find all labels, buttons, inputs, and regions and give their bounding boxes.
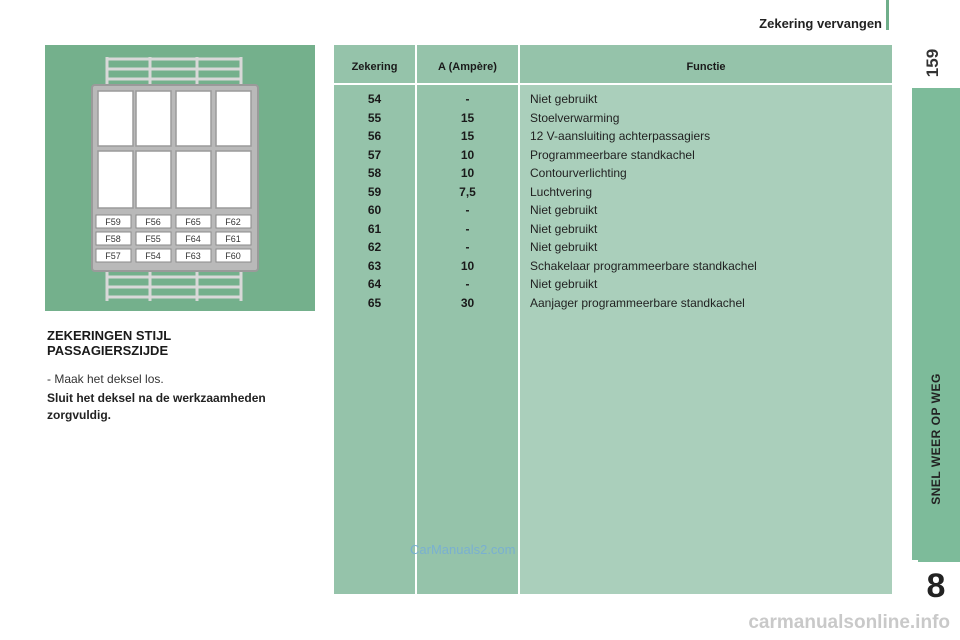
header-ampere: A (Ampère) (438, 61, 497, 73)
cell-ampere: 10 (460, 147, 475, 162)
cell-ampere: - (465, 203, 470, 217)
table-row (334, 127, 892, 146)
instruction-text: - Maak het deksel los. (47, 372, 164, 386)
cell-function: 12 V-aansluiting achterpassagiers (530, 129, 711, 143)
fuse-table (334, 45, 892, 594)
cell-function: Contourverlichting (530, 166, 627, 180)
table-row (334, 109, 892, 128)
table-row (334, 164, 892, 183)
cell-fuse: 65 (367, 295, 382, 310)
table-row (334, 220, 892, 239)
cell-function: Luchtvering (530, 184, 593, 199)
chapter-number: 8 (926, 567, 946, 605)
cell-function: Niet gebruikt (530, 92, 598, 106)
table-body (334, 90, 892, 312)
cell-ampere: 10 (460, 166, 475, 180)
table-row (334, 90, 892, 109)
page-number: 159 (923, 48, 942, 78)
chapter-title: SNEL WEER OP WEG (929, 373, 943, 505)
cell-fuse: 62 (367, 240, 382, 254)
cell-ampere: 7,5 (459, 184, 476, 199)
note-text: Sluit het deksel na de werkzaamheden zorgvuldig. (47, 391, 266, 422)
cell-ampere: - (465, 277, 470, 291)
table-row (334, 146, 892, 165)
cell-function: Programmeerbare standkachel (530, 147, 695, 162)
table-row (334, 257, 892, 276)
bottom-bracket (107, 271, 241, 301)
header-functie: Functie (686, 61, 726, 73)
cell-fuse: 58 (367, 166, 382, 180)
cell-function: Schakelaar programmeerbare standkachel (530, 258, 757, 273)
section-heading: ZEKERINGEN STIJL PASSAGIERSZIJDE (47, 328, 172, 358)
cell-function: Niet gebruikt (530, 221, 598, 236)
fuse-box-illustration (45, 45, 315, 311)
watermark-link[interactable]: CarManuals2.com (410, 542, 516, 557)
cell-function: Aanjager programmeerbare standkachel (530, 295, 745, 310)
table-row (334, 294, 892, 313)
watermark-footer: carmanualsonline.info (748, 612, 950, 633)
running-header-title: Zekering vervangen (759, 16, 882, 31)
fuse-label: F54 (145, 251, 161, 261)
cell-ampere: 30 (460, 295, 475, 310)
top-bracket (107, 57, 241, 85)
fuse-label: F57 (105, 251, 121, 261)
cell-fuse: 60 (367, 203, 382, 217)
table-row (334, 238, 892, 257)
cell-function: Stoelverwarming (530, 110, 620, 125)
fuse-label: F64 (185, 234, 201, 244)
table-row (334, 201, 892, 220)
cell-function: Niet gebruikt (530, 277, 598, 291)
cell-fuse: 64 (367, 277, 382, 291)
cell-fuse: 55 (367, 110, 382, 125)
cell-fuse: 61 (367, 221, 382, 236)
header-rule (886, 0, 889, 30)
cell-ampere: 10 (460, 258, 475, 273)
fuse-label: F65 (185, 217, 201, 227)
cell-ampere: - (465, 240, 470, 254)
fuse-label: F58 (105, 234, 121, 244)
table-row (334, 183, 892, 202)
fuse-label: F61 (225, 234, 241, 244)
cell-ampere: - (465, 92, 470, 106)
fuse-label: F62 (225, 217, 241, 227)
cell-fuse: 59 (367, 184, 382, 199)
fuse-label: F56 (145, 217, 161, 227)
cell-ampere: - (465, 221, 470, 236)
cell-function: Niet gebruikt (530, 203, 598, 217)
cell-fuse: 63 (367, 258, 382, 273)
cell-ampere: 15 (460, 129, 475, 143)
cell-ampere: 15 (460, 110, 475, 125)
table-row (334, 275, 892, 294)
fuse-label: F60 (225, 251, 241, 261)
fuse-box-drawing (45, 45, 315, 311)
cell-fuse: 57 (367, 147, 382, 162)
header-zekering: Zekering (351, 61, 398, 73)
cell-fuse: 54 (367, 92, 382, 106)
cell-fuse: 56 (367, 129, 382, 143)
fuse-label: F63 (185, 251, 201, 261)
cell-function: Niet gebruikt (530, 240, 598, 254)
fuse-label: F55 (145, 234, 161, 244)
fuse-label: F59 (105, 217, 121, 227)
